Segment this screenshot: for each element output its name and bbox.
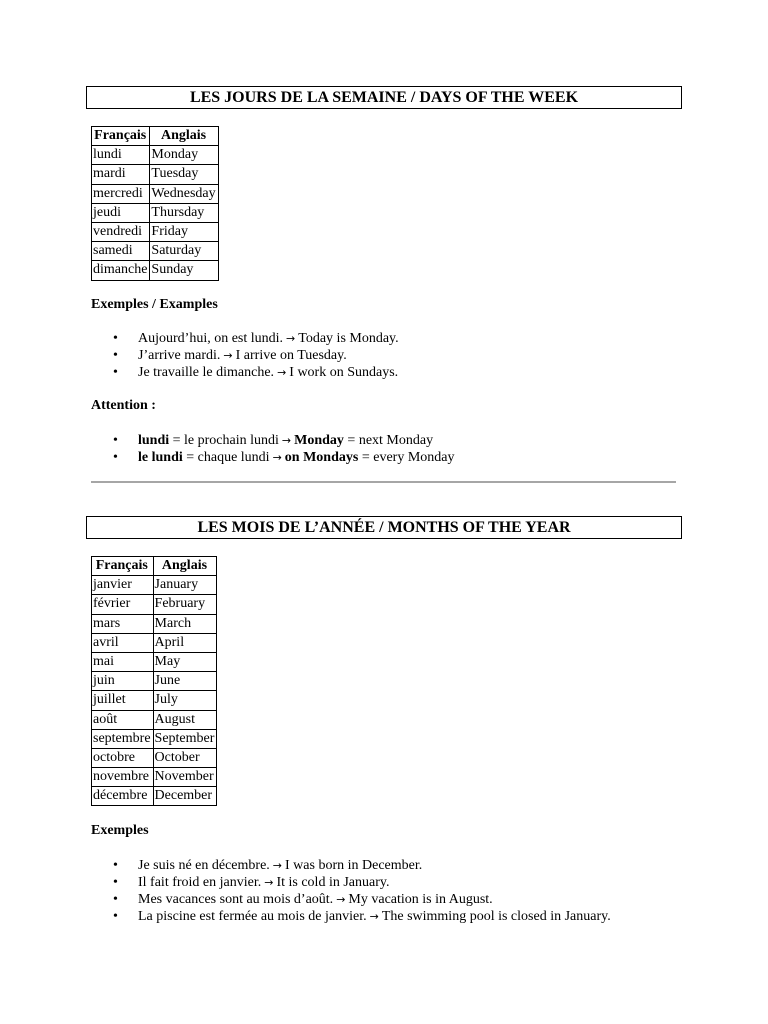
english-word-cell: Wednesday <box>150 184 218 203</box>
example-french: Je travaille le dimanche. <box>138 365 275 380</box>
months-table-body <box>92 576 217 806</box>
attention-fr-meaning: = chaque lundi <box>182 450 270 465</box>
example-english: I was born in December. <box>285 858 423 873</box>
table-row <box>92 729 217 748</box>
english-word-cell: June <box>153 672 217 691</box>
table-row <box>92 184 219 203</box>
list-item <box>91 347 399 364</box>
french-word-cell: juillet <box>92 691 154 710</box>
arrow-icon: → <box>223 349 233 362</box>
french-word-cell: dimanche <box>92 261 150 280</box>
months-table <box>91 556 217 806</box>
english-word-cell: July <box>153 691 217 710</box>
table-row <box>92 787 217 806</box>
example-english: Today is Monday. <box>298 331 399 346</box>
arrow-icon: → <box>369 910 379 923</box>
attention-fr-term: le lundi <box>138 450 183 465</box>
example-french: Il fait froid en janvier. <box>138 875 262 890</box>
french-word-cell: septembre <box>92 729 154 748</box>
attention-en-term: on Mondays <box>284 450 359 465</box>
english-word-cell: March <box>153 614 217 633</box>
french-word-cell: janvier <box>92 576 154 595</box>
table-row <box>92 576 217 595</box>
french-word-cell: lundi <box>92 146 150 165</box>
list-item <box>91 891 611 908</box>
arrow-icon: → <box>286 332 296 345</box>
days-examples-list <box>91 330 399 381</box>
french-word-cell: mercredi <box>92 184 150 203</box>
table-header-row <box>92 557 217 576</box>
english-word-cell: Thursday <box>150 203 218 222</box>
english-word-cell: April <box>153 633 217 652</box>
table-row <box>92 165 219 184</box>
english-word-cell: October <box>153 748 217 767</box>
attention-en-term: Monday <box>294 433 344 448</box>
list-item <box>91 432 454 449</box>
example-english: I work on Sundays. <box>289 365 399 380</box>
example-english: It is cold in January. <box>276 875 390 890</box>
table-row <box>92 222 219 241</box>
english-word-cell: January <box>153 576 217 595</box>
english-word-cell: September <box>153 729 217 748</box>
column-header-french: Français <box>92 557 154 576</box>
french-word-cell: août <box>92 710 154 729</box>
french-word-cell: mars <box>92 614 154 633</box>
arrow-icon: → <box>272 451 282 464</box>
table-row <box>92 710 217 729</box>
table-row <box>92 146 219 165</box>
months-title: LES MOIS DE L’ANNÉE / MONTHS OF THE YEAR <box>86 516 682 539</box>
list-item <box>91 449 454 466</box>
attention-fr-term: lundi <box>138 433 170 448</box>
list-item <box>91 330 399 347</box>
attention-en-meaning: = next Monday <box>343 433 434 448</box>
english-word-cell: Monday <box>150 146 218 165</box>
arrow-icon: → <box>264 876 274 889</box>
column-header-english: Anglais <box>153 557 217 576</box>
english-word-cell: Saturday <box>150 242 218 261</box>
table-row <box>92 748 217 767</box>
english-word-cell: Sunday <box>150 261 218 280</box>
list-item <box>91 874 611 891</box>
french-word-cell: mardi <box>92 165 150 184</box>
french-word-cell: février <box>92 595 154 614</box>
french-word-cell: octobre <box>92 748 154 767</box>
arrow-icon: → <box>277 366 287 379</box>
column-header-french: Français <box>92 127 150 146</box>
french-word-cell: juin <box>92 672 154 691</box>
table-header-row <box>92 127 219 146</box>
english-word-cell: February <box>153 595 217 614</box>
attention-list <box>91 432 454 466</box>
example-french: J’arrive mardi. <box>138 348 221 363</box>
column-header-english: Anglais <box>150 127 218 146</box>
table-row <box>92 261 219 280</box>
english-word-cell: December <box>153 787 217 806</box>
english-word-cell: November <box>153 768 217 787</box>
example-english: The swimming pool is closed in January. <box>381 909 611 924</box>
french-word-cell: décembre <box>92 787 154 806</box>
english-word-cell: Friday <box>150 222 218 241</box>
attention-en-meaning: = every Monday <box>358 450 455 465</box>
days-title: LES JOURS DE LA SEMAINE / DAYS OF THE WEEK <box>86 86 682 109</box>
example-french: Aujourd’hui, on est lundi. <box>138 331 284 346</box>
attention-heading: Attention : <box>91 398 156 413</box>
table-row <box>92 614 217 633</box>
table-row <box>92 633 217 652</box>
english-word-cell: August <box>153 710 217 729</box>
example-french: La piscine est fermée au mois de janvier. <box>138 909 367 924</box>
example-english: I arrive on Tuesday. <box>235 348 347 363</box>
arrow-icon: → <box>336 893 346 906</box>
english-word-cell: Tuesday <box>150 165 218 184</box>
days-table-body <box>92 146 219 280</box>
french-word-cell: novembre <box>92 768 154 787</box>
table-row <box>92 203 219 222</box>
french-word-cell: jeudi <box>92 203 150 222</box>
table-row <box>92 768 217 787</box>
table-row <box>92 672 217 691</box>
example-french: Je suis né en décembre. <box>138 858 270 873</box>
example-english: My vacation is in August. <box>348 892 493 907</box>
french-word-cell: vendredi <box>92 222 150 241</box>
french-word-cell: samedi <box>92 242 150 261</box>
table-row <box>92 652 217 671</box>
months-examples-list <box>91 857 611 925</box>
section-divider <box>91 481 676 483</box>
days-examples-heading: Exemples / Examples <box>91 297 218 312</box>
arrow-icon: → <box>272 859 283 872</box>
example-french: Mes vacances sont au mois d’août. <box>138 892 334 907</box>
table-row <box>92 595 217 614</box>
table-row <box>92 242 219 261</box>
arrow-icon: → <box>281 434 292 447</box>
days-table <box>91 126 219 281</box>
french-word-cell: avril <box>92 633 154 652</box>
list-item <box>91 364 399 381</box>
months-examples-heading: Exemples <box>91 823 149 838</box>
english-word-cell: May <box>153 652 217 671</box>
list-item <box>91 908 611 925</box>
french-word-cell: mai <box>92 652 154 671</box>
table-row <box>92 691 217 710</box>
attention-fr-meaning: = le prochain lundi <box>169 433 279 448</box>
list-item <box>91 857 611 874</box>
